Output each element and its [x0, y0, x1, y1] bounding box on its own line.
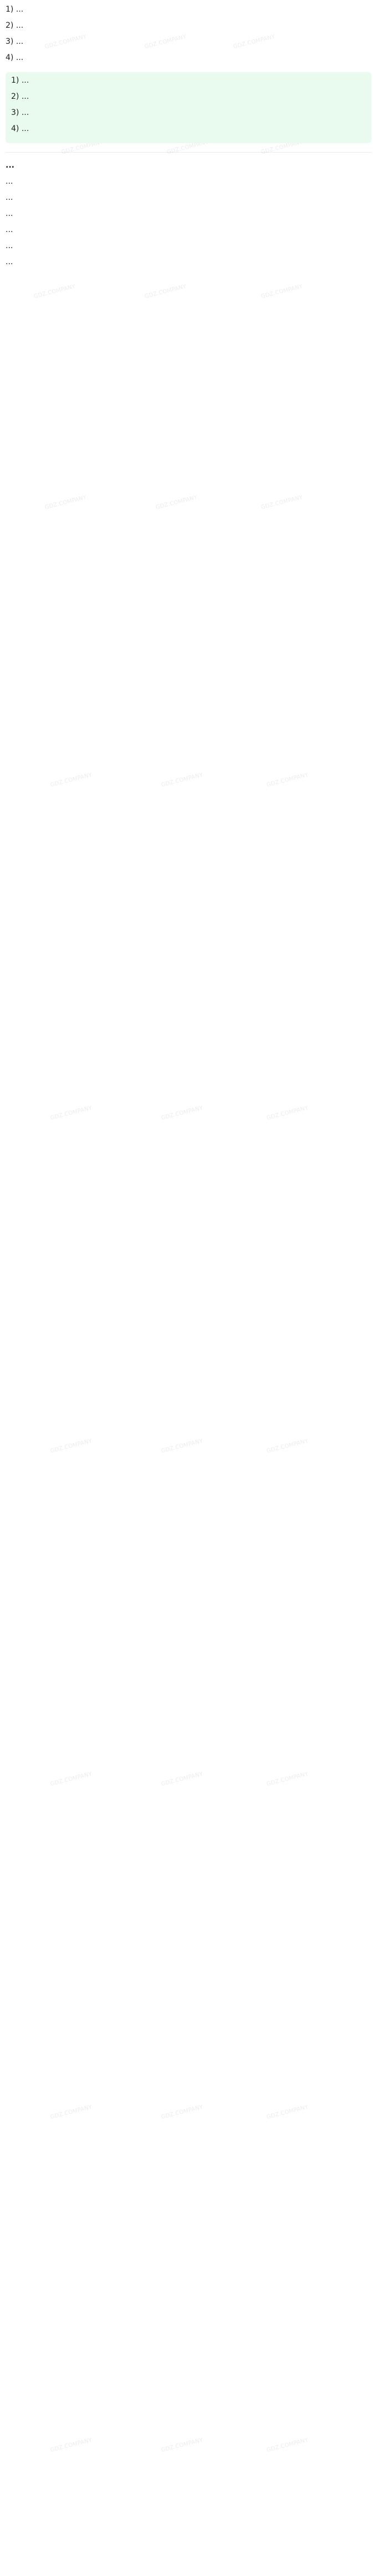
- watermark: GDZ.COMPANY: [260, 494, 304, 511]
- watermark: GDZ.COMPANY: [160, 1438, 204, 1455]
- watermark: GDZ.COMPANY: [160, 1771, 204, 1788]
- paragraph: ...: [6, 258, 13, 266]
- watermark: GDZ.COMPANY: [144, 33, 187, 51]
- paragraph: ...: [6, 225, 13, 234]
- paragraph: 1) ...: [11, 76, 29, 85]
- watermark: GDZ.COMPANY: [49, 772, 93, 789]
- watermark: GDZ.COMPANY: [160, 772, 204, 789]
- watermark: GDZ.COMPANY: [266, 2437, 309, 2454]
- paragraph: 3) ...: [11, 108, 29, 117]
- watermark: GDZ.COMPANY: [160, 2104, 204, 2121]
- watermark: GDZ.COMPANY: [260, 139, 304, 156]
- paragraph: 1) ...: [6, 5, 24, 14]
- watermark: GDZ.COMPANY: [266, 1105, 309, 1122]
- watermark: GDZ.COMPANY: [266, 1438, 309, 1455]
- paragraph: ...: [6, 209, 13, 218]
- watermark: GDZ.COMPANY: [266, 772, 309, 789]
- section-1: [6, 4, 371, 63]
- paragraph: 3) ...: [6, 37, 24, 46]
- watermark: GDZ.COMPANY: [49, 1105, 93, 1122]
- paragraph: 4) ...: [6, 53, 24, 62]
- divider: [6, 152, 371, 153]
- paragraph: ...: [6, 193, 13, 202]
- watermark: GDZ.COMPANY: [33, 283, 77, 300]
- watermark: GDZ.COMPANY: [160, 2437, 204, 2454]
- watermark: GDZ.COMPANY: [49, 1438, 93, 1455]
- paragraph: 4) ...: [11, 124, 29, 133]
- watermark: GDZ.COMPANY: [44, 494, 88, 511]
- watermark: GDZ.COMPANY: [44, 33, 88, 51]
- rule-heading: ...: [6, 161, 14, 170]
- paragraph: 2) ...: [6, 21, 24, 30]
- watermark: GDZ.COMPANY: [49, 2437, 93, 2454]
- watermark: GDZ.COMPANY: [266, 2104, 309, 2121]
- watermark: GDZ.COMPANY: [60, 139, 104, 156]
- watermark: GDZ.COMPANY: [232, 33, 276, 51]
- paragraph: 2) ...: [11, 92, 29, 101]
- paragraph: ...: [6, 177, 13, 186]
- watermark: GDZ.COMPANY: [155, 494, 198, 511]
- document-content: [0, 0, 377, 282]
- watermark: GDZ.COMPANY: [49, 1771, 93, 1788]
- watermark: GDZ.COMPANY: [160, 1105, 204, 1122]
- watermark: GDZ.COMPANY: [266, 1771, 309, 1788]
- watermark: GDZ.COMPANY: [166, 139, 210, 156]
- paragraph: ...: [6, 241, 13, 250]
- watermark: GDZ.COMPANY: [144, 283, 187, 300]
- watermark: GDZ.COMPANY: [260, 283, 304, 300]
- section-2: [6, 72, 371, 143]
- watermark: GDZ.COMPANY: [49, 2104, 93, 2121]
- section-3: [6, 160, 371, 268]
